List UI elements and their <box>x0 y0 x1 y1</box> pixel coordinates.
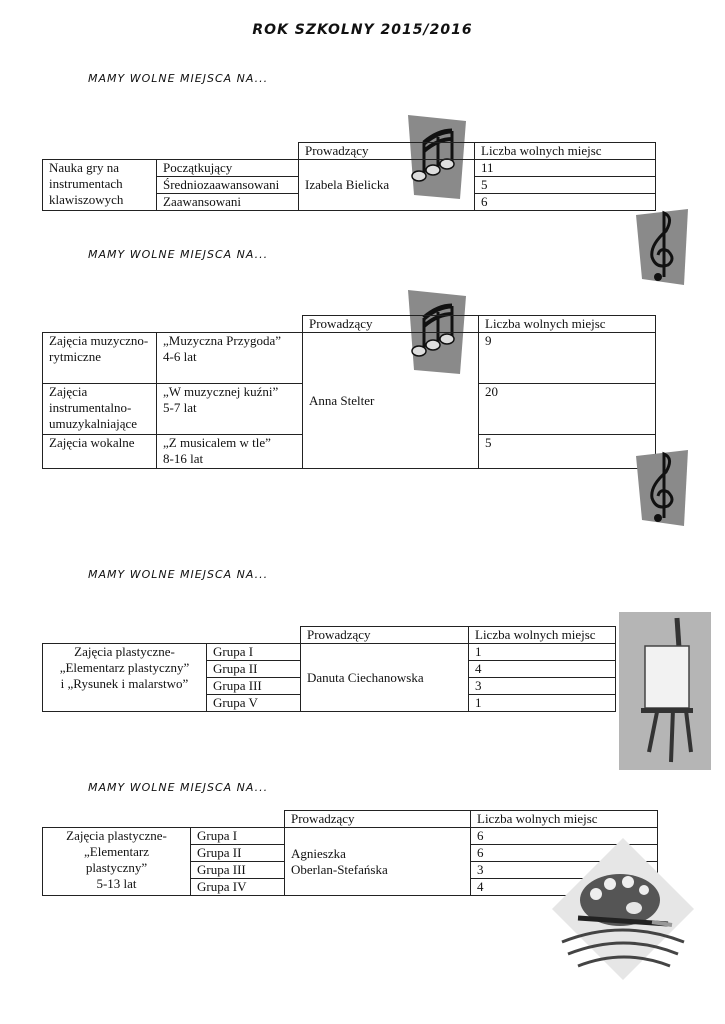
seats-cell: 1 <box>469 695 616 712</box>
seats-cell: 9 <box>479 333 656 384</box>
subject-line: Zajęcia plastyczne- <box>74 644 175 659</box>
header-teacher: Prowadzący <box>299 143 475 160</box>
teacher-line: Oberlan-Stefańska <box>291 861 388 877</box>
seats-cell: 6 <box>475 194 656 211</box>
teacher-cell: Danuta Ciechanowska <box>301 644 469 712</box>
subject-line: Zajęcia plastyczne- <box>66 828 167 843</box>
subject-line: 5-13 lat <box>96 876 137 891</box>
group-cell: Grupa IV <box>191 879 285 896</box>
header-seats: Liczba wolnych miejsc <box>475 143 656 160</box>
level-cell: Początkujący <box>157 160 299 177</box>
subject-line: i „Rysunek i malarstwo” <box>60 676 189 691</box>
header-seats: Liczba wolnych miejsc <box>479 316 656 333</box>
section-heading-2: MAMY WOLNE MIEJSCA NA... <box>88 248 269 261</box>
subject-cell <box>43 644 207 712</box>
seats-cell: 5 <box>479 435 656 469</box>
header-seats: Liczba wolnych miejsc <box>469 627 616 644</box>
header-teacher: Prowadzący <box>301 627 469 644</box>
group-cell: Grupa II <box>191 845 285 862</box>
group-cell: Grupa V <box>207 695 301 712</box>
teacher-cell: Anna Stelter <box>303 333 479 469</box>
seats-cell: 4 <box>471 879 658 896</box>
subject-cell <box>43 828 191 896</box>
seats-cell: 1 <box>469 644 616 661</box>
level-cell: Zaawansowani <box>157 194 299 211</box>
group-cell <box>157 333 303 384</box>
subject-line: plastyczny” <box>85 860 148 875</box>
page-title: ROK SZKOLNY 2015/2016 <box>252 22 473 38</box>
group-cell: Grupa I <box>191 828 285 845</box>
table-music <box>42 315 656 469</box>
group-age: 4-6 lat <box>163 349 197 364</box>
seats-cell: 4 <box>469 661 616 678</box>
seats-cell: 11 <box>475 160 656 177</box>
group-name: „Muzyczna Przygoda” <box>163 333 282 348</box>
seats-cell: 3 <box>471 862 658 879</box>
group-age: 5-7 lat <box>163 400 197 415</box>
group-cell: Grupa II <box>207 661 301 678</box>
seats-cell: 6 <box>471 828 658 845</box>
group-name: „W muzycznej kuźni” <box>163 384 279 399</box>
easel-icon <box>619 612 711 770</box>
palette-icon <box>552 838 694 980</box>
subject-cell: Zajęcia wokalne <box>43 435 157 469</box>
table-keyboard <box>42 142 656 211</box>
group-cell: Grupa I <box>207 644 301 661</box>
treble-clef-icon <box>634 448 690 528</box>
header-seats: Liczba wolnych miejsc <box>471 811 658 828</box>
teacher-line: Agnieszka <box>291 845 346 861</box>
header-teacher: Prowadzący <box>285 811 471 828</box>
subject-cell: Nauka gry na instrumentach klawiszowych <box>43 160 157 211</box>
treble-clef-icon <box>634 207 690 287</box>
subject-line: „Elementarz <box>84 844 149 859</box>
section-heading-3: MAMY WOLNE MIEJSCA NA... <box>88 568 269 581</box>
teacher-cell: Izabela Bielicka <box>299 160 475 211</box>
teacher-cell <box>285 828 471 896</box>
seats-cell: 6 <box>471 845 658 862</box>
seats-cell: 20 <box>479 384 656 435</box>
seats-cell: 5 <box>475 177 656 194</box>
subject-cell: Zajęcia muzyczno-rytmiczne <box>43 333 157 384</box>
subject-cell: Zajęcia instrumentalno-umuzykalniające <box>43 384 157 435</box>
level-cell: Średniozaawansowani <box>157 177 299 194</box>
group-cell <box>157 435 303 469</box>
group-cell: Grupa III <box>207 678 301 695</box>
group-cell <box>157 384 303 435</box>
group-cell: Grupa III <box>191 862 285 879</box>
table-art-1 <box>42 626 616 712</box>
header-teacher: Prowadzący <box>303 316 479 333</box>
group-name: „Z musicalem w tle” <box>163 435 271 450</box>
subject-line: „Elementarz plastyczny” <box>59 660 190 675</box>
section-heading-4: MAMY WOLNE MIEJSCA NA... <box>88 781 269 794</box>
seats-cell: 3 <box>469 678 616 695</box>
group-age: 8-16 lat <box>163 451 204 466</box>
section-heading-1: MAMY WOLNE MIEJSCA NA... <box>88 72 269 85</box>
